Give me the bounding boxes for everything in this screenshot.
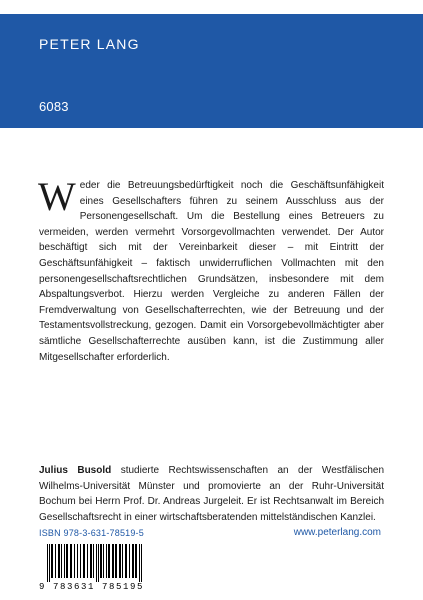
barcode [39, 544, 167, 592]
author-bio-text: studierte Rechtswissenschaften an der Westfälischen Wilhelms-Universität Münster und promovierte an der Ruhr-Universität Bochum bei Herrn Prof. Dr. Andreas Jurgeleit. Er ist Rechtsanwalt im Bereich Gesellschaftsrecht in einer wirtschaftsberatenden mittelständischen Kanzlei. [39, 465, 385, 523]
barcode-bar [98, 544, 99, 582]
barcode-bar [47, 544, 48, 582]
barcode-bar [80, 544, 81, 578]
barcode-bar [74, 544, 75, 578]
barcode-bar [77, 544, 78, 578]
barcode-bar [135, 544, 137, 578]
barcode-bar [125, 544, 127, 578]
barcode-bar [90, 544, 92, 578]
barcode-bar [93, 544, 94, 578]
barcode-bar [100, 544, 102, 578]
author-bio [39, 463, 384, 525]
barcode-bar [141, 544, 142, 582]
barcode-bar [61, 544, 62, 578]
barcode-bar [103, 544, 104, 578]
barcode-bar [49, 544, 50, 582]
barcode-bar [122, 544, 123, 578]
barcode-bar [66, 544, 68, 578]
barcode-bar [108, 544, 110, 578]
top-margin [0, 0, 423, 14]
barcode-digits: 9 783631 785195 [39, 582, 145, 592]
barcode-bar [87, 544, 88, 578]
barcode-bar [132, 544, 134, 578]
barcode-bar [51, 544, 53, 578]
barcode-bar [139, 544, 140, 582]
barcode-bar [119, 544, 121, 578]
barcode-bar [83, 544, 85, 578]
barcode-bar [106, 544, 107, 578]
barcode-bar [55, 544, 56, 578]
back-cover-blurb [38, 174, 384, 365]
barcode-bar [64, 544, 65, 578]
barcode-bar [58, 544, 60, 578]
drop-cap: W [38, 174, 76, 219]
barcode-bars [39, 544, 167, 582]
barcode-bar [129, 544, 130, 578]
barcode-bar [115, 544, 117, 578]
author-name: Julius Busold [39, 465, 112, 476]
barcode-bar [112, 544, 114, 578]
website-link[interactable]: www.peterlang.com [293, 527, 381, 538]
isbn-label: ISBN 978-3-631-78519-5 [39, 528, 144, 538]
barcode-bar [96, 544, 97, 582]
blurb-text: eder die Betreuungsbedürftigkeit noch die Geschäftsunfähigkeit eines Gesellschafters führen zu seinem Ausschluss aus der Personengesellschaft. Um die Bestellung eines Betreuers zu vermeiden, werden vermehrt Vorsorgevollmachten verwendet. Der Autor beschäftigt sich mit der Vereinbarkeit dieser – mit Eintritt der Geschäftsunfähigkeit – faktisch unwiderruflichen Vollmachten mit den personengesellschaftsrechtlichen Grundsätzen, insbesondere mit dem Abspaltungsverbot. Hierzu werden Vergleiche zu anderen Fällen der Fremdverwaltung von Gesellschafterrechten, wie der Betreuung und der Testamentsvollstreckung, gezogen. Damit ein Vorsorgebevollmächtigter aber sämtliche Gesellschafterrechte ausüben kann, ist die Zustimmung aller Mitgesellschafter erforderlich. [39, 180, 384, 363]
barcode-bar [70, 544, 72, 578]
series-number: 6083 [39, 99, 69, 114]
publisher-brand: PETER LANG [39, 36, 140, 52]
